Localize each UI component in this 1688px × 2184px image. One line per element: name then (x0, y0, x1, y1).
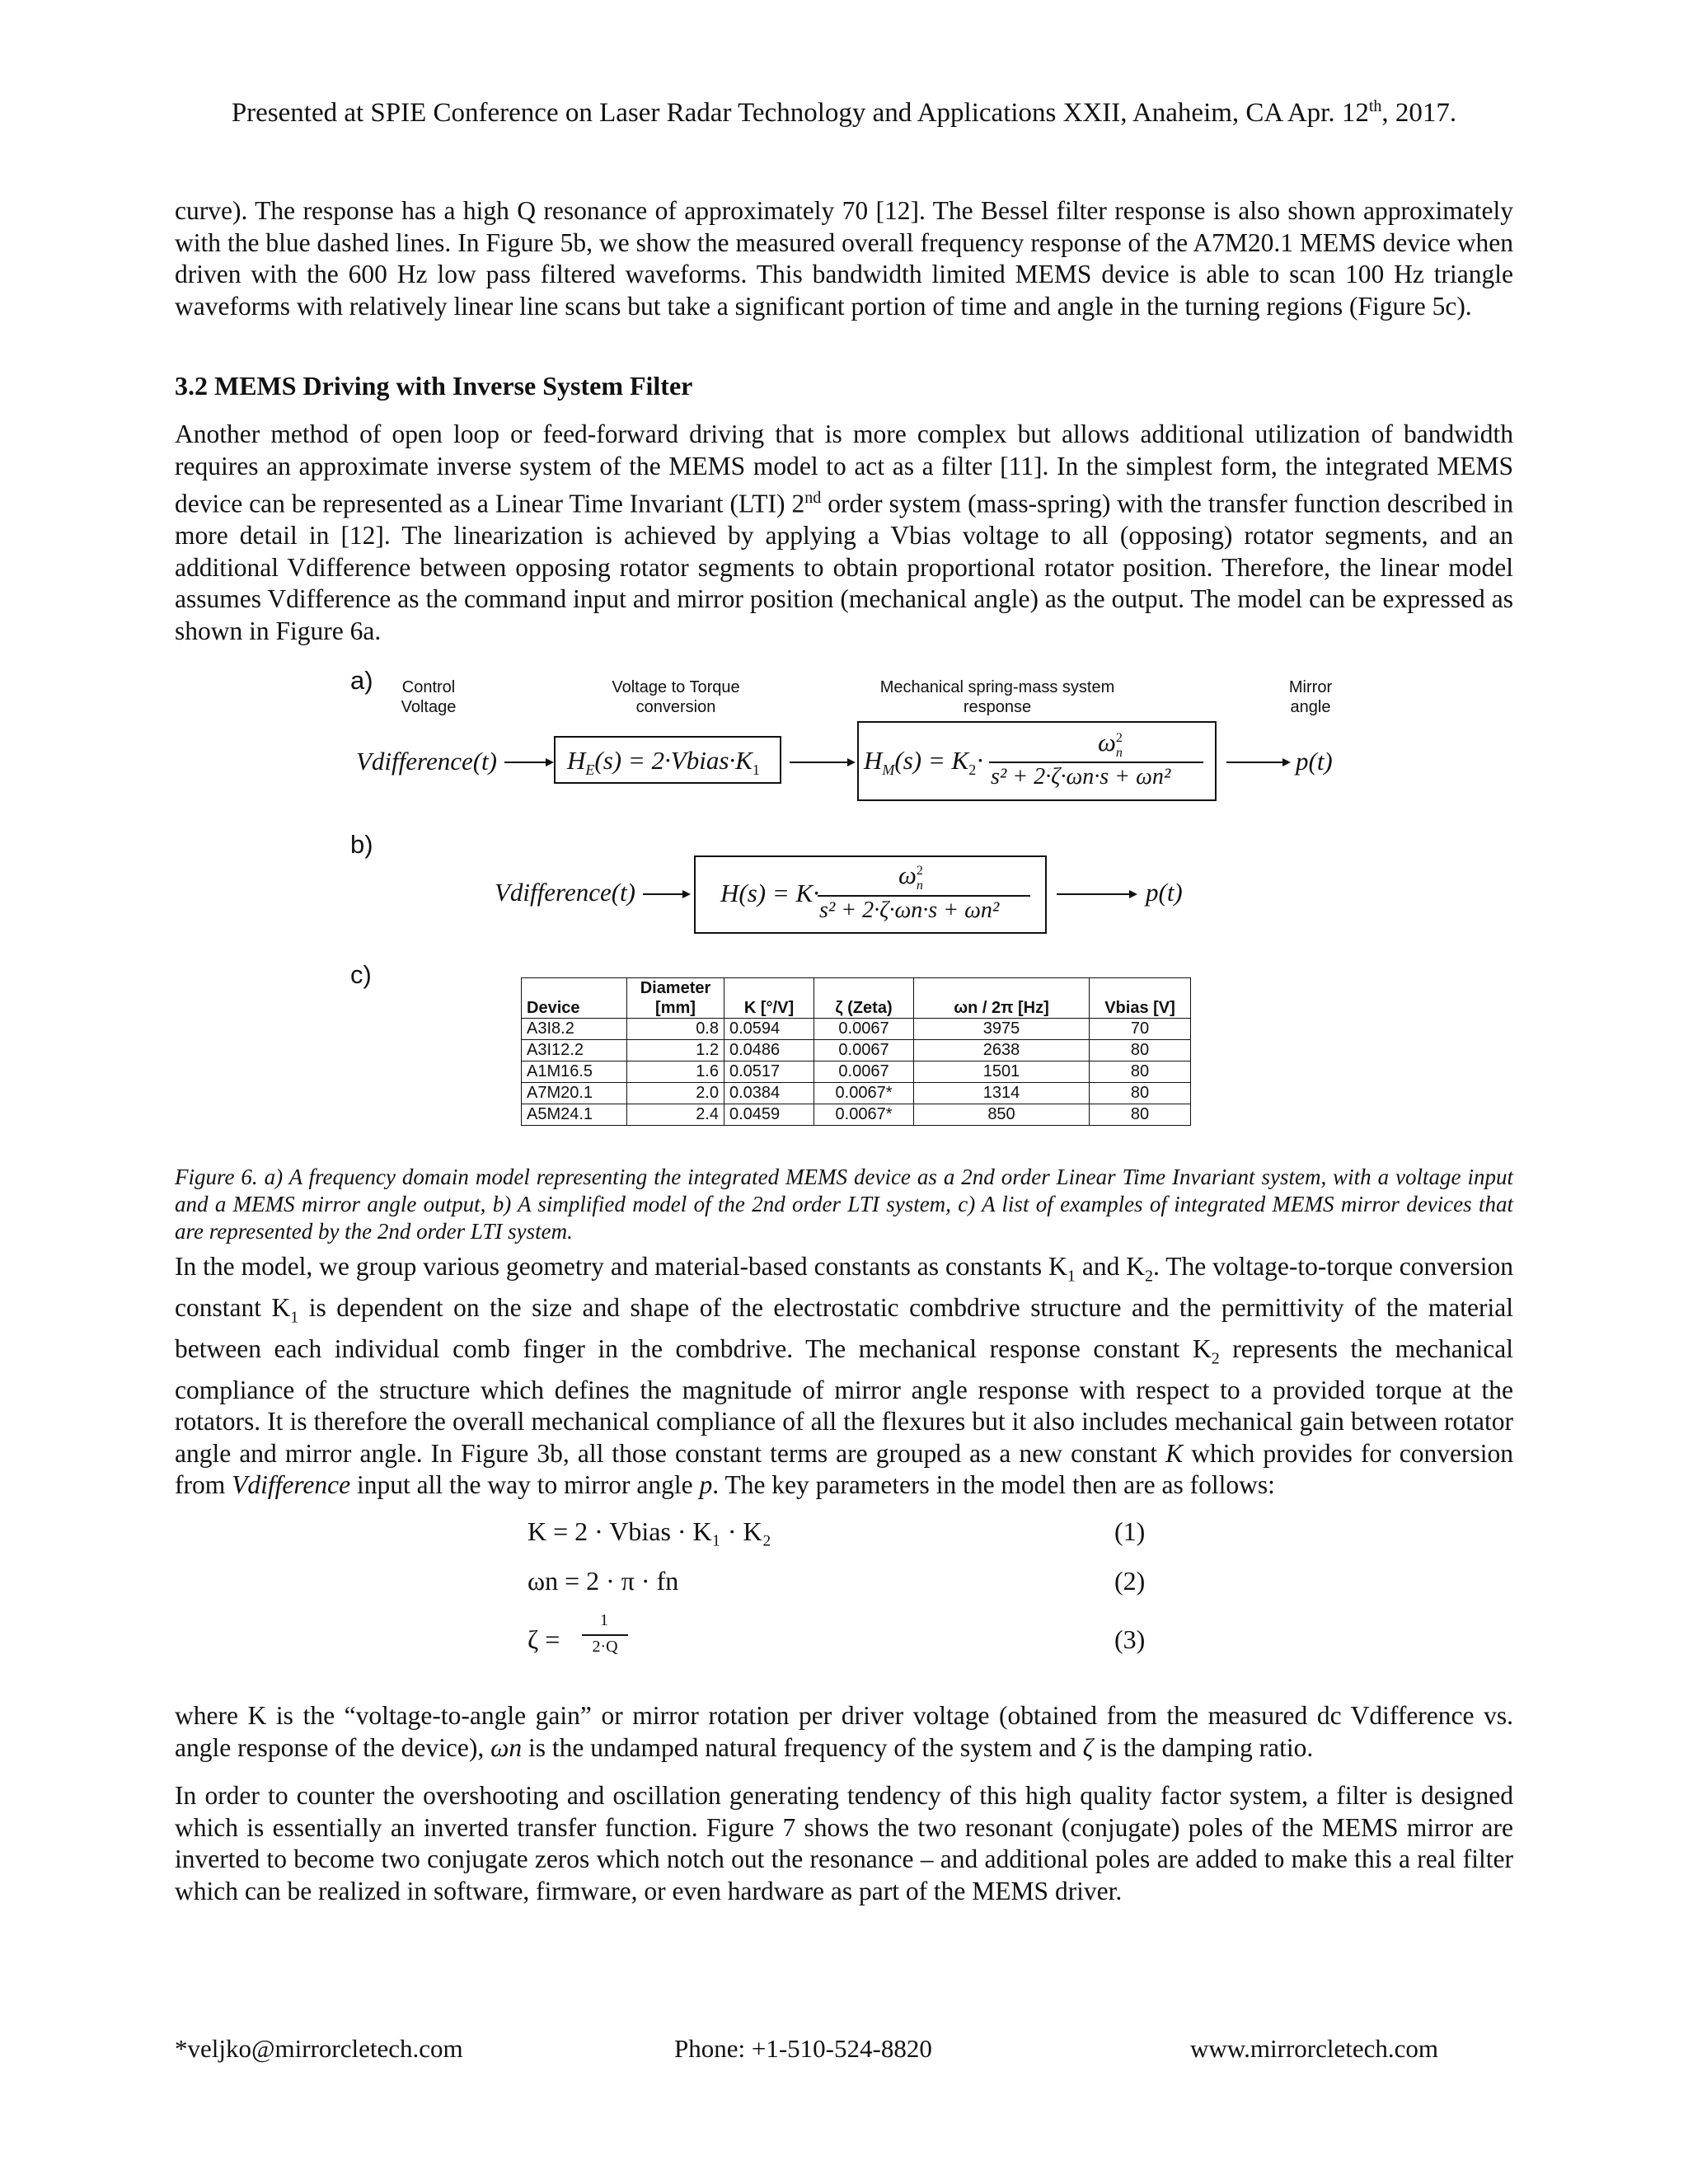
paragraph-inverse-filter: Another method of open loop or feed-forward driving that is more complex but allows additional utilization of bandwidth requires an approximate inverse system of the MEMS model to act as a filter [11]. In the simplest form, the integrated MEMS device can be represented as a Linear Time Invariant (LTI) 2nd order system (mass-spring) with the transfer function described in more detail in [12]. The linearization is achieved by applying a Vbias voltage to all (opposing) rotator segments, and an additional Vdifference between opposing rotator segments to obtain proportional rotator position. Therefore, the linear model assumes Vdifference as the command input and mirror position (mechanical angle) as the output. The model can be expressed as shown in Figure 6a. (175, 419, 1513, 646)
paragraph-model-constants: In the model, we group various geometry and material-based constants as constants $K_1$ and $K_2$. The voltage-to-torque conversion constant $K_1$ is dependent on the size and shape of the electrostatic combdrive structure and the permittivity of the material between each individual comb finger in the combdrive. The mechanical response constant $K_2$ represents the mechanical compliance of the structure which defines the magnitude of mirror angle response with respect to a provided torque at the rotators. It is therefore the overall mechanical compliance of all the flexures but it also includes mechanical gain between rotator angle and mirror angle. In Figure 3b, all those constant terms are grouped as a new constant K which provides for conversion from Vdifference input all the way to mirror angle p. The key parameters in the model then are as follows: (175, 1252, 1514, 1500)
hm-denominator: s² + 2·ζ·ωn·s + ωn² (991, 764, 1171, 790)
arrow-icon (643, 888, 691, 900)
h-denominator: s² + 2·ζ·ωn·s + ωn² (819, 898, 1000, 923)
label-mirror-angle: Mirror angle (1288, 678, 1333, 716)
table-header: Vbias [V] (1090, 978, 1191, 1019)
output-p-a: p(t) (1296, 747, 1333, 776)
table-row: A5M24.1 2.4 0.0459 0.0067* 850 80 (522, 1104, 1191, 1126)
paragraph-parameters: where K is the “voltage-to-angle gain” or mirror rotation per driver voltage (obtained from the measured dc Vdifference vs. angle response of the device), ωn is the undamped natural frequency of the system and ζ is the damping ratio. (175, 1701, 1513, 1762)
label-mechanical-response: Mechanical spring-mass system response (879, 678, 1115, 716)
equation-1: K = 2 · Vbias · K₁ · K₂ (528, 1516, 771, 1546)
arrow-icon (790, 757, 856, 768)
table-header: Diameter [mm] (627, 978, 724, 1019)
table-row: A3I12.2 1.2 0.0486 0.0067 2638 80 (522, 1040, 1191, 1062)
table-header: Device (522, 978, 627, 1019)
hm-numerator: $\omega_n^2$ (1098, 728, 1123, 761)
mems-device-table (521, 977, 1191, 1126)
label-voltage-torque: Voltage to Torque conversion (612, 678, 740, 716)
table-row: A7M20.1 2.0 0.0384 0.0067* 1314 80 (522, 1083, 1191, 1104)
footer-email: *veljko@mirrorcletech.com (175, 2034, 463, 2063)
input-vdifference-a: Vdifference(t) (356, 747, 497, 776)
arrow-icon (1057, 888, 1137, 900)
footer-website: www.mirrorcletech.com (1190, 2034, 1438, 2063)
input-vdifference-b: Vdifference(t) (495, 878, 635, 907)
panel-b-label: b) (350, 830, 373, 859)
block-h: H(s) = K· $\omega_n^2$ s² + 2·ζ·ωn·s + ωn² (694, 855, 1047, 934)
output-p-b: p(t) (1146, 878, 1183, 907)
table-header: K [°/V] (724, 978, 814, 1019)
paragraph-inverse-design: In order to counter the overshooting and oscillation generating tendency of this high quality factor system, a filter is designed which is essentially an inverted transfer function. Figure 7 shows the two resonant (conjugate) poles of the MEMS mirror are inverted to become two conjugate zeros which notch out the resonance – and additional poles are added to make this a real filter which can be realized in software, firmware, or even hardware as part of the MEMS driver. (175, 1781, 1513, 1905)
page-header: Presented at SPIE Conference on Laser Radar Technology and Applications XXII, Anaheim, CA Apr. 12th, 2017. (231, 97, 1457, 128)
figure-6 (0, 659, 1688, 1154)
panel-c-label: c) (350, 960, 372, 989)
footer-phone: Phone: +1-510-524-8820 (674, 2034, 932, 2063)
table-header: ζ (Zeta) (814, 978, 914, 1019)
equation-2: ωn = 2 · π · fn (528, 1566, 679, 1596)
section-heading: 3.2 MEMS Driving with Inverse System Filter (175, 371, 693, 401)
equation-2-number: (2) (1114, 1566, 1146, 1596)
table-row: A1M16.5 1.6 0.0517 0.0067 1501 80 (522, 1062, 1191, 1083)
arrow-icon (1226, 757, 1291, 768)
equation-1-number: (1) (1114, 1516, 1146, 1546)
label-control-voltage: Control Voltage (401, 678, 457, 716)
arrow-icon (504, 757, 554, 768)
figure-caption: Figure 6. a) A frequency domain model representing the integrated MEMS device as a 2nd order Linear Time Invariant system, with a voltage input and a MEMS mirror angle output, b) A simplified model of the 2nd order LTI system, c) A list of examples of integrated MEMS mirror devices that are represented by the 2nd order LTI system. (175, 1165, 1513, 1244)
block-hm: $H_M(s) = K_2\cdot$ $\omega_n^2$ s² + 2·ζ·ωn·s + ωn² (857, 721, 1217, 801)
table-header: ωn / 2π [Hz] (914, 978, 1090, 1019)
table-row: A3I8.2 0.8 0.0594 0.0067 3975 70 (522, 1019, 1191, 1040)
panel-a-label: a) (350, 666, 373, 695)
block-he: $H_E(s)$ = $2\cdot Vbias\cdot K_1$ (554, 736, 781, 784)
equation-3-number: (3) (1114, 1624, 1146, 1654)
paragraph-intro: curve). The response has a high Q resonance of approximately 70 [12]. The Bessel filter response is also shown approximately with the blue dashed lines. In Figure 5b, we show the measured overall frequency response of the A7M20.1 MEMS device when driven with the 600 Hz low pass filtered waveforms. This bandwidth limited MEMS device is able to scan 100 Hz triangle waveforms with relatively linear line scans but take a significant portion of time and angle in the turning regions (Figure 5c). (175, 196, 1513, 321)
h-numerator: $\omega_n^2$ (898, 860, 923, 893)
